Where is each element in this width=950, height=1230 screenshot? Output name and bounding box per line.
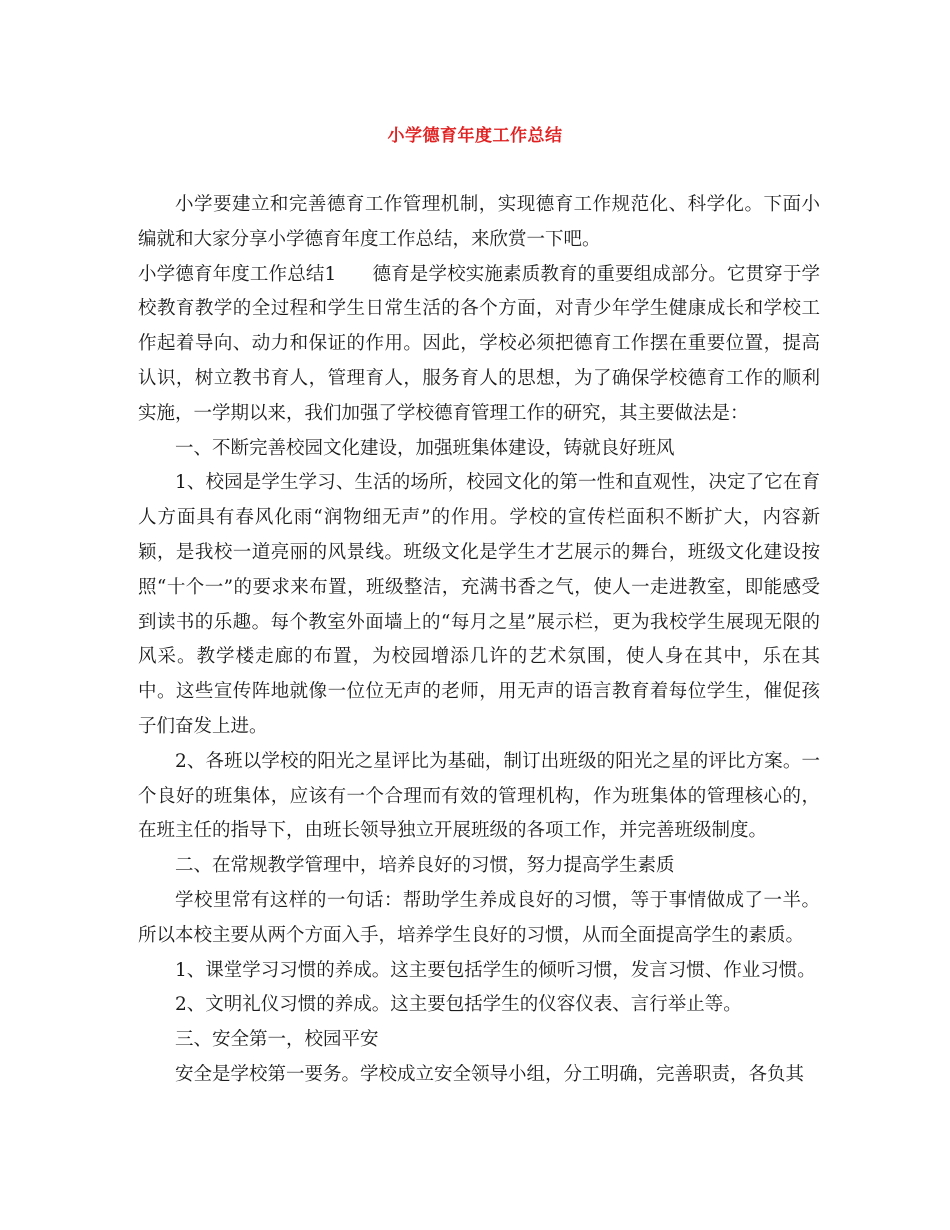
habits-paragraph: 学校里常有这样的一句话：帮助学生养成良好的习惯，等于事情做成了一半。所以本校主要从两个方面入手，培养学生良好的习惯，从而全面提高学生的素质。	[138, 889, 820, 946]
document-body	[138, 188, 820, 1093]
summary-1-paragraph	[138, 258, 820, 432]
class-star-paragraph: 2、各班以学校的阳光之星评比为基础，制订出班级的阳光之星的评比方案。一个良好的班集体，应该有一个合理而有效的管理机构，作为班集体的管理核心的，在班主任的指导下，由班长领导独立开展班级的各项工作，并完善班级制度。	[138, 750, 820, 842]
section-heading-1: 一、不断完善校园文化建设，加强班集体建设，铸就良好班风	[175, 437, 675, 459]
intro-paragraph: 小学要建立和完善德育工作管理机制，实现德育工作规范化、科学化。下面小编就和大家分享小学德育年度工作总结，来欣赏一下吧。	[138, 194, 820, 250]
study-habits-paragraph: 1、课堂学习习惯的养成。这主要包括学生的倾听习惯，发言习惯、作业习惯。	[175, 959, 816, 981]
summary-1-heading: 小学德育年度工作总结1	[138, 263, 337, 285]
document-title: 小学德育年度工作总结	[387, 126, 563, 146]
section-heading-3: 三、安全第一，校园平安	[175, 1029, 379, 1051]
summary-1-text: 德育是学校实施素质教育的重要组成部分。它贯穿于学校教育教学的全过程和学生日常生活的各个方面，对青少年学生健康成长和学校工作起着导向、动力和保证的作用。因此，学校必须把德育工作摆在重要位置，提高认识，树立教书育人，管理育人，服务育人的思想，为了确保学校德育工作的顺利实施，一学期以来，我们加强了学校德育管理工作的研究，其主要做法是：	[138, 263, 820, 424]
campus-culture-paragraph: 1、校园是学生学习、生活的场所，校园文化的第一性和直观性，决定了它在育人方面具有春风化雨“润物细无声”的作用。学校的宣传栏面积不断扩大，内容新颖，是我校一道亮丽的风景线。班级文化是学生才艺展示的舞台，班级文化建设按照“十个一”的要求来布置，班级整洁，充满书香之气，使人一走进教室，即能感受到读书的乐趣。每个教室外面墙上的“每月之星”展示栏，更为我校学生展现无限的风采。教学楼走廊的布置，为校园增添几许的艺术氛围，使人身在其中，乐在其中。这些宣传阵地就像一位位无声的老师，用无声的语言教育着每位学生，催促孩子们奋发上进。	[138, 472, 820, 737]
safety-paragraph: 安全是学校第一要务。学校成立安全领导小组，分工明确，完善职责，各负其	[175, 1063, 805, 1085]
section-heading-2: 二、在常规教学管理中，培养良好的习惯，努力提高学生素质	[175, 855, 675, 877]
etiquette-habits-paragraph: 2、文明礼仪习惯的养成。这主要包括学生的仪容仪表、言行举止等。	[175, 994, 742, 1016]
